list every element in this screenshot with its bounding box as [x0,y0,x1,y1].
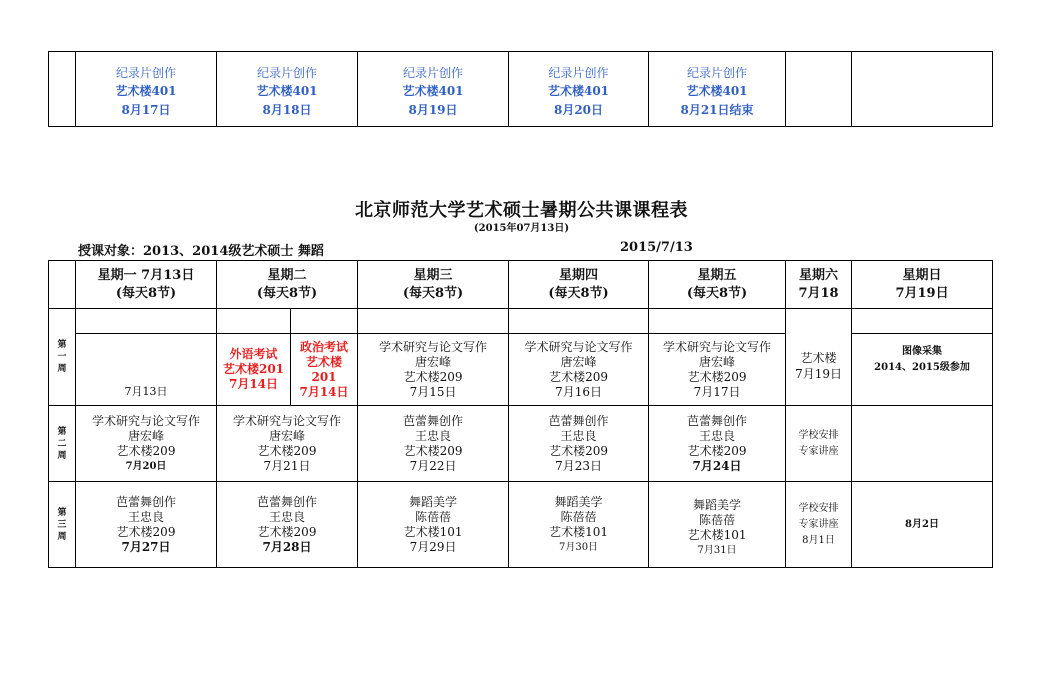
room-name: 艺术楼401 [256,84,318,98]
room-name: 艺术楼209 [257,524,317,539]
course-name: 舞蹈美学 [409,494,458,509]
room-name: 艺术楼101 [687,527,747,542]
top-cell-sun [852,52,993,127]
week-label-3 [49,482,76,568]
date-label: 8月17日 [121,103,171,117]
room-name: 艺术楼201 [222,362,285,376]
week2-mon-cell [76,406,217,482]
course-name: 舞蹈美学 [554,494,603,509]
room-name: 艺术楼101 [403,524,463,539]
week1-wed-cell [358,334,509,406]
room-name: 艺术楼 [800,351,837,365]
top-schedule-table [48,51,993,127]
room-name: 艺术楼209 [687,369,747,384]
teacher-name: 陈蓓蓓 [415,509,452,524]
room-name: 艺术楼209 [549,369,608,384]
empty-cell [509,309,649,334]
header-line: 星期日 [902,267,942,283]
empty-cell [291,309,358,334]
date-label: 7月19日 [795,367,842,381]
week-label-1 [49,309,76,406]
schedule-date: 2015/7/13 [620,240,693,255]
event-name: 学校安排 [798,429,839,441]
top-cell-4 [509,52,649,127]
date-label: 7月17日 [693,384,741,399]
teacher-name: 王忠良 [699,428,736,443]
week2-wed-cell [358,406,509,482]
week2-tue-cell [217,406,358,482]
header-line: 星期四 [559,267,599,283]
date-label: 7月24日 [692,458,742,473]
event-name: 学校安排 [798,502,839,514]
week1-tue-exam-a [217,334,291,406]
room-name: 艺术楼401 [547,84,610,98]
week-char: 周 [57,531,67,542]
room-name: 艺术楼209 [257,443,317,458]
empty-cell [76,309,217,334]
event-note: 2014、2015级参加 [874,361,970,373]
top-cell-sat [786,52,852,127]
header-line: 星期一 7月13日 [97,267,195,283]
week3-row [49,482,993,568]
date-label: 8月20日 [553,103,604,117]
date-label: 7月31日 [697,544,737,556]
week2-thu-cell [509,406,649,482]
main-schedule-table [48,260,993,568]
week-char: 一 [57,352,67,362]
week-label-2 [49,406,76,482]
room-name: 艺术楼209 [403,443,463,458]
header-thu [509,261,649,309]
week3-thu-cell [509,482,649,568]
empty-cell [358,309,509,334]
header-line: (每天8节) [256,285,318,301]
course-name: 芭蕾舞创作 [548,413,609,428]
week1-row [49,334,993,406]
header-line: (每天8节) [402,285,464,301]
week2-sun-cell [852,406,993,482]
room-name: 艺术楼401 [686,84,748,98]
page-title: 北京师范大学艺术硕士暑期公共课课程表 [355,200,688,221]
week1-fri-cell [649,334,786,406]
empty-cell [217,309,291,334]
teacher-name: 唐宏峰 [269,428,306,443]
header-line: 星期六 [799,267,839,283]
date-label: 7月20日 [125,460,167,472]
course-name: 芭蕾舞创作 [257,494,318,509]
week2-sat-cell [786,406,852,482]
header-line: (每天8节) [548,285,609,301]
date-label: 7月22日 [409,458,457,473]
header-mon [76,261,217,309]
room-name: 艺术楼209 [116,443,176,458]
date-label: 7月27日 [121,539,171,554]
course-name: 纪录片创作 [548,66,609,80]
week-char: 三 [57,519,67,530]
header-tue [217,261,358,309]
course-name: 学术研究与论文写作 [91,413,200,428]
course-name: 纪录片创作 [256,66,317,80]
week2-fri-cell [649,406,786,482]
date-label: 7月16日 [555,384,602,399]
room-name: 艺术楼401 [115,84,177,98]
room-name: 艺术楼 [306,354,343,369]
empty-cell [649,309,786,334]
week1-sat-cell [786,309,852,406]
audience-label: 授课对象：2013、2014级艺术硕士 舞蹈 [78,244,324,259]
week1-thu-cell [509,334,649,406]
week-char: 周 [57,364,67,374]
date-label: 7月15日 [409,384,457,399]
week3-fri-cell [649,482,786,568]
week1-spacer-row [49,309,993,334]
teacher-name: 唐宏峰 [127,428,164,443]
exam-name: 外语考试 [229,347,278,361]
teacher-name: 陈蓓蓓 [560,509,597,524]
teacher-name: 唐宏峰 [560,354,597,369]
date-label: 7月23日 [555,458,602,473]
room-name: 艺术楼209 [687,443,747,458]
header-line: 星期三 [413,267,453,283]
date-label: 7月21日 [263,458,311,473]
event-note: 专家讲座 [798,445,839,457]
course-name: 芭蕾舞创作 [403,413,464,428]
event-name: 图像采集 [902,345,943,357]
header-row [49,261,993,309]
date-label: 8月1日 [802,534,835,546]
room-number: 201 [311,369,337,384]
week-char: 第 [57,426,67,437]
header-wed [358,261,509,309]
top-week-cell [49,52,76,127]
course-name: 学术研究与论文写作 [233,413,342,428]
week1-tue-exam-b [291,334,358,406]
header-line: (每天8节) [115,285,177,301]
week-char: 周 [57,450,67,461]
header-line: (每天8节) [686,285,748,301]
week3-sun-cell [852,482,993,568]
teacher-name: 王忠良 [269,509,306,524]
course-name: 纪录片创作 [115,66,176,80]
corner-cell [49,261,76,309]
date-label: 7月14日 [299,384,349,399]
week-char: 第 [57,340,67,350]
room-name: 艺术楼209 [116,524,176,539]
room-name: 艺术楼209 [549,443,608,458]
exam-name: 政治考试 [300,339,349,354]
date-label: 7月14日 [228,377,279,391]
empty-cell [852,309,993,334]
date-label: 8月2日 [905,518,939,530]
header-sun [852,261,993,309]
room-name: 艺术楼101 [549,524,608,539]
week1-mon-cell [76,334,217,406]
page-subtitle: (2015年07月13日) [473,223,570,234]
teacher-name: 王忠良 [127,509,164,524]
date-label: 7月28日 [262,539,312,554]
teacher-name: 唐宏峰 [415,354,452,369]
header-sat [786,261,852,309]
header-fri [649,261,786,309]
week3-tue-cell [217,482,358,568]
course-name: 学术研究与论文写作 [524,339,633,354]
top-cell-1 [76,52,217,127]
room-name: 艺术楼209 [403,369,463,384]
header-line: 星期二 [267,267,307,283]
event-note: 专家讲座 [798,518,839,530]
teacher-name: 陈蓓蓓 [699,512,736,527]
header-line: 7月18 [798,285,839,301]
top-cell-5 [649,52,786,127]
date-label: 7月13日 [124,385,168,398]
date-label: 8月18日 [262,103,312,117]
date-label: 7月29日 [409,539,457,554]
week1-sun-cell [852,334,993,406]
course-name: 舞蹈美学 [693,497,742,512]
room-name: 艺术楼401 [402,84,464,98]
week2-row [49,406,993,482]
week3-wed-cell [358,482,509,568]
top-cell-3 [358,52,509,127]
header-line: 7月19日 [895,285,949,301]
top-cell-2 [217,52,358,127]
date-label: 8月19日 [408,103,458,117]
course-name: 芭蕾舞创作 [115,494,176,509]
course-name: 芭蕾舞创作 [687,413,748,428]
week-char: 第 [57,507,67,518]
date-label: 8月21日结束 [680,103,754,117]
teacher-name: 王忠良 [415,428,452,443]
week3-sat-cell [786,482,852,568]
teacher-name: 唐宏峰 [699,354,736,369]
week-char: 二 [57,438,67,449]
date-label: 7月30日 [558,541,599,553]
course-name: 纪录片创作 [686,66,747,80]
course-name: 纪录片创作 [402,66,463,80]
week3-mon-cell [76,482,217,568]
header-line: 星期五 [697,267,737,283]
course-name: 学术研究与论文写作 [663,339,772,354]
teacher-name: 王忠良 [560,428,597,443]
course-name: 学术研究与论文写作 [379,339,488,354]
